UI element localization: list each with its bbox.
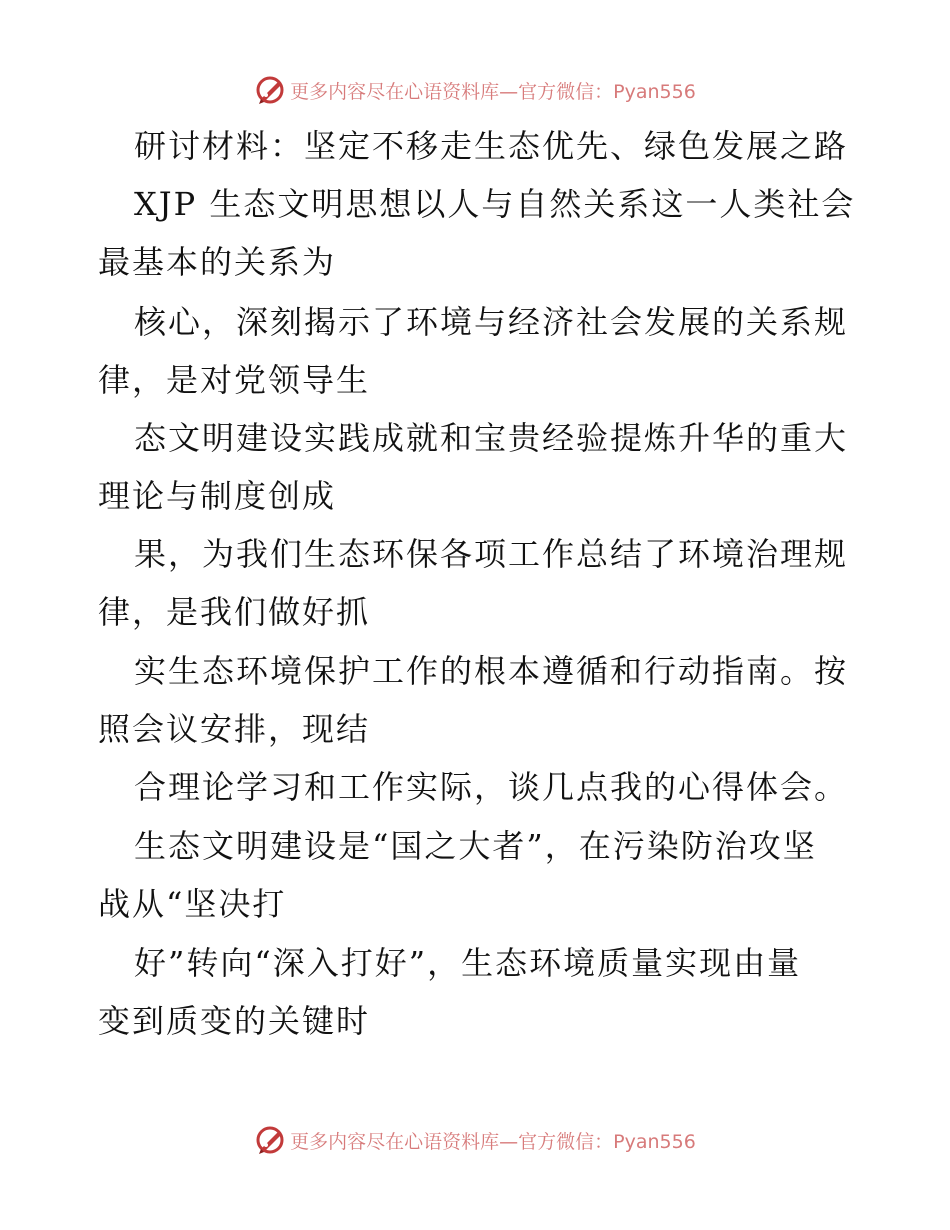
paragraph-line: 律，是我们做好抓 [98,593,371,631]
paragraph-line: 照会议安排，现结 [98,710,371,748]
paragraph-line: 实生态环境保护工作的根本遵循和行动指南。按 [134,652,849,690]
pen-logo-icon [254,74,286,106]
paragraph-line: 态文明建设实践成就和宝贵经验提炼升华的重大 [134,419,849,457]
watermark-group [254,1124,696,1156]
watermark-text: 更多内容尽在心语资料库—官方微信：Pyan556 [290,80,696,103]
paragraph-line: 变到质变的关键时 [98,1002,371,1040]
document-title: 研讨材料：坚定不移走生态优先、绿色发展之路 [134,127,849,165]
paragraph-line: 合理论学习和工作实际，谈几点我的心得体会。 [134,768,849,806]
paragraph-line: 律，是对党领导生 [98,361,371,399]
pen-logo-icon [254,1124,286,1156]
header-watermark [0,72,950,108]
paragraph-line: 生态文明建设是“国之大者”，在污染防治攻坚 [134,827,817,865]
watermark-text: 更多内容尽在心语资料库—官方微信：Pyan556 [290,1130,696,1153]
paragraph-line: XJP 生态文明思想以人与自然关系这一人类社会 [134,185,856,223]
paragraph-line: 最基本的关系为 [98,243,337,281]
watermark-group [254,74,696,106]
paragraph-line: 核心，深刻揭示了环境与经济社会发展的关系规 [134,303,849,341]
paragraph-line: 战从“坚决打 [98,885,287,923]
footer-watermark [0,1122,950,1158]
paragraph-line: 果，为我们生态环保各项工作总结了环境治理规 [134,535,849,573]
paragraph-line: 好”转向“深入打好”，生态环境质量实现由量 [134,944,802,982]
paragraph-line: 理论与制度创成 [98,477,337,515]
